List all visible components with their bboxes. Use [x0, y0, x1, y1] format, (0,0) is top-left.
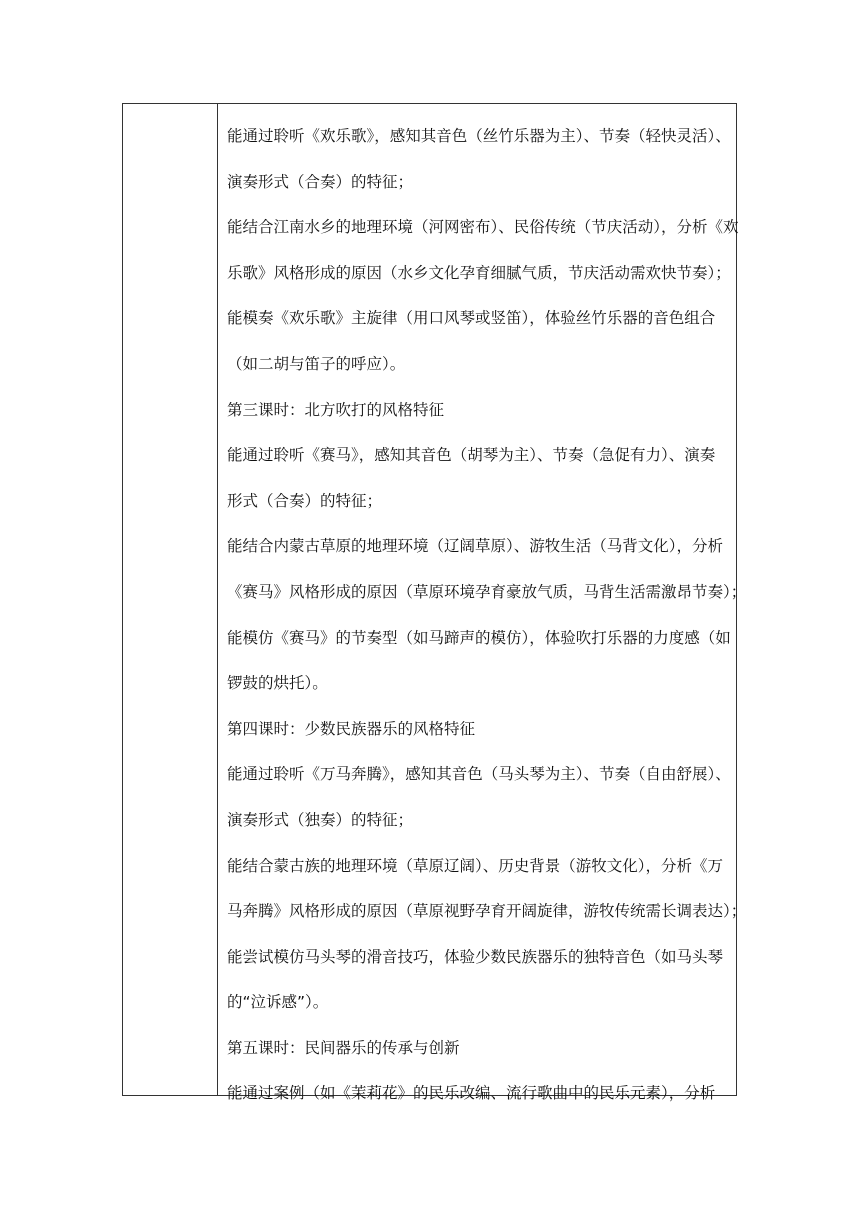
text-line: 能通过案例（如《茉莉花》的民乐改编、流行歌曲中的民乐元素），分析: [227, 1084, 716, 1103]
text-line: （如二胡与笛子的呼应）。: [227, 354, 406, 373]
text-line: 演奏形式（合奏）的特征；: [227, 172, 414, 191]
text-line: 能通过聆听《赛马》，感知其音色（胡琴为主）、节奏（急促有力）、演奏: [227, 446, 716, 465]
text-line: 能尝试模仿马头琴的滑音技巧，体验少数民族器乐的独特音色（如马头琴: [227, 947, 724, 966]
text-line: 的“泣诉感”）。: [227, 993, 329, 1012]
lesson-heading: 第四课时：少数民族器乐的风格特征: [227, 719, 476, 738]
text-line: 演奏形式（独奏）的特征；: [227, 810, 414, 829]
text-line: 能结合江南水乡的地理环境（河网密布）、民俗传统（节庆活动），分析《欢: [227, 218, 739, 237]
lesson-heading: 第三课时：北方吹打的风格特征: [227, 400, 445, 419]
lesson-heading: 第五课时：民间器乐的传承与创新: [227, 1038, 460, 1057]
text-line: 马奔腾》风格形成的原因（草原视野孕育开阔旋律，游牧传统需长调表达）；: [227, 902, 747, 921]
text-line: 能通过聆听《万马奔腾》，感知其音色（马头琴为主）、节奏（自由舒展）、: [227, 765, 731, 784]
text-line: 乐歌》风格形成的原因（水乡文化孕育细腻气质，节庆活动需欢快节奏）；: [227, 263, 731, 282]
text-line: 能模奏《欢乐歌》主旋律（用口风琴或竖笛），体验丝竹乐器的音色组合: [227, 309, 716, 328]
text-line: 锣鼓的烘托）。: [227, 674, 328, 693]
content-table: [122, 103, 747, 1103]
table-right-cell: [219, 104, 747, 1103]
text-line: 《赛马》风格形成的原因（草原环境孕育豪放气质，马背生活需激昂节奏）；: [227, 582, 747, 601]
text-line: 能结合蒙古族的地理环境（草原辽阔）、历史背景（游牧文化），分析《万: [227, 856, 724, 875]
table-left-cell: [123, 104, 218, 1095]
text-line: 能通过聆听《欢乐歌》，感知其音色（丝竹乐器为主）、节奏（轻快灵活）、: [227, 127, 731, 145]
text-line: 能模仿《赛马》的节奏型（如马蹄声的模仿），体验吹打乐器的力度感（如: [227, 628, 731, 647]
text-line: 形式（合奏）的特征；: [227, 491, 383, 510]
text-line: 能结合内蒙古草原的地理环境（辽阔草原）、游牧生活（马背文化），分析: [227, 537, 724, 556]
